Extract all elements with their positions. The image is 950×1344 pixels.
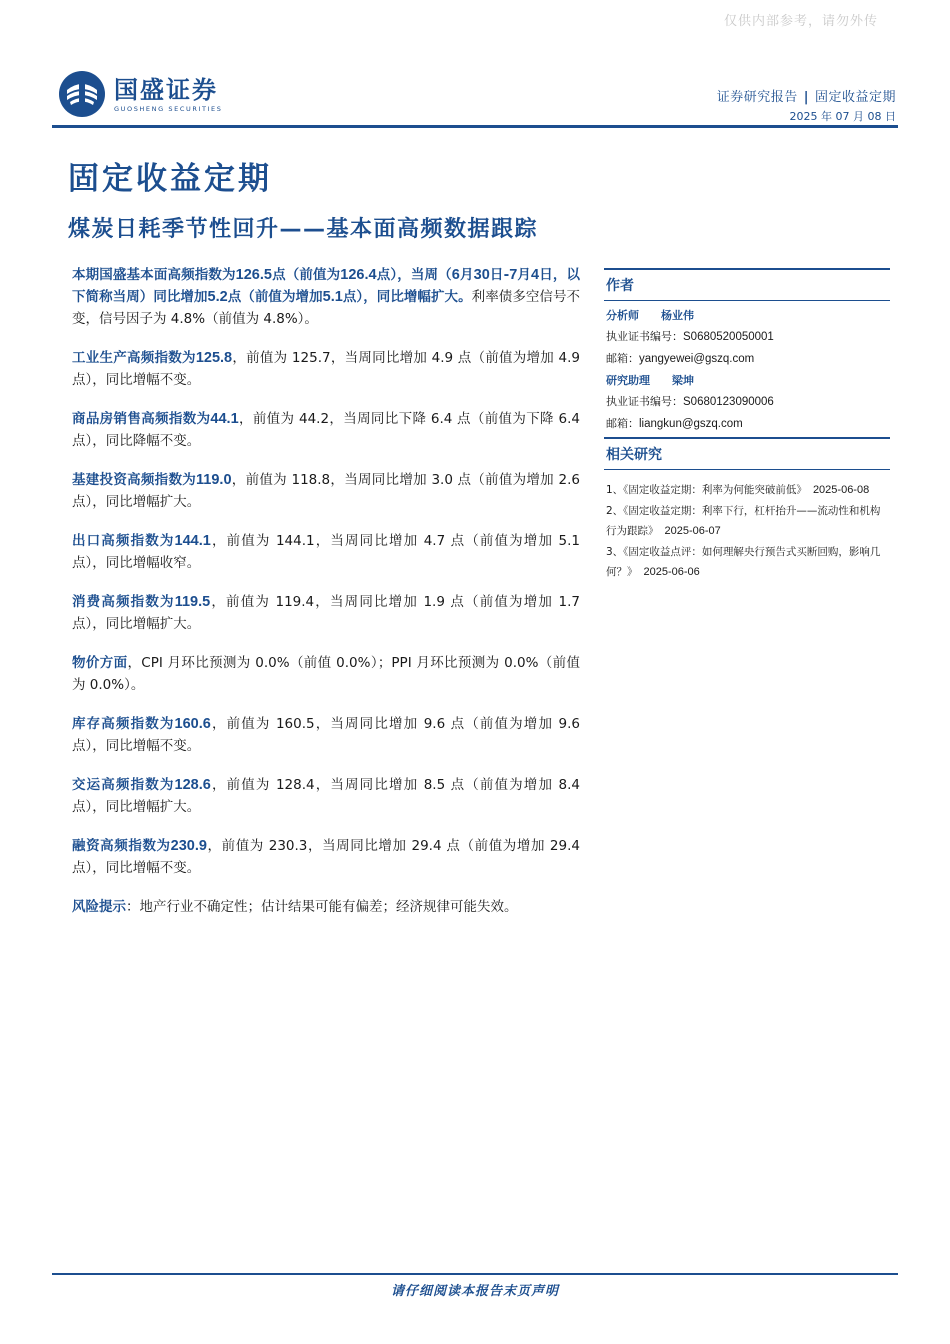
housing-paragraph: 商品房销售高频指数为44.1，前值为 44.2，当周同比下降 6.4 点（前值为下降 6.4 点），同比降幅不变。 [72, 411, 581, 449]
authors-list [604, 301, 890, 437]
infrastructure-paragraph: 基建投资高频指数为119.0，前值为 118.8，当周同比增加 3.0 点（前值为增加 2.6 点），同比增幅扩大。 [72, 472, 580, 510]
consumption-paragraph: 消费高频指数为119.5，前值为 119.4，当周同比增加 1.9 点（前值为增加 1.7 点），同比增幅扩大。 [72, 594, 580, 632]
analyst-email[interactable]: 邮箱：yangyewei@gszq.com [606, 352, 755, 365]
industrial-paragraph: 工业生产高频指数为125.8，前值为 125.7，当周同比增加 4.9 点（前值为增加 4.9 点），同比增幅不变。 [72, 350, 580, 388]
report-category: 固定收益定期 [814, 90, 896, 105]
sidebar [604, 268, 890, 583]
authors-heading: 作者 [606, 278, 634, 294]
risk-warning-paragraph: 风险提示：地产行业不确定性；估计结果可能有偏差；经济规律可能失效。 [72, 899, 518, 915]
prices-paragraph: 物价方面，CPI 月环比预测为 0.0%（前值 0.0%）；PPI 月环比预测为 0.0%（前值为 0.0%）。 [72, 655, 580, 693]
related-item[interactable]: 3、《固定收益点评：如何理解央行预告式买断回购，影响几何？》 2025-06-06 [606, 546, 881, 578]
assistant-line: 研究助理 梁坤 [606, 374, 694, 387]
report-date: 2025 年 07 月 08 日 [789, 110, 896, 123]
brand-logo [58, 70, 222, 118]
financing-paragraph: 融资高频指数为230.9，前值为 230.3，当周同比增加 29.4 点（前值为增加 29.4 点），同比增幅不变。 [72, 838, 580, 876]
footer-divider [52, 1273, 898, 1275]
report-header [717, 86, 896, 105]
header-divider [52, 125, 898, 128]
assistant-email[interactable]: 邮箱：liangkun@gszq.com [606, 417, 743, 430]
assistant-cert: 执业证书编号：S0680123090006 [606, 395, 774, 408]
watermark: 仅供内部参考，请勿外传 [723, 14, 878, 29]
inventory-paragraph: 库存高频指数为160.6，前值为 160.5，当周同比增加 9.6 点（前值为增加 9.6 点），同比增幅不变。 [72, 716, 580, 754]
related-item[interactable]: 1、《固定收益定期：利率为何能突破前低》 2025-06-08 [606, 484, 870, 496]
page-subtitle: 煤炭日耗季节性回升——基本面高频数据跟踪 [68, 217, 539, 242]
page-title: 固定收益定期 [68, 161, 272, 197]
analyst-cert: 执业证书编号：S0680520050001 [606, 330, 774, 343]
guosheng-logo-icon [58, 70, 106, 118]
transport-paragraph: 交运高频指数为128.6，前值为 128.4，当周同比增加 8.5 点（前值为增加 8.4 点），同比增幅扩大。 [72, 777, 580, 815]
summary-paragraph: 本期国盛基本面高频指数为126.5点（前值为126.4点），当周（6月30日-7月4日，以下简称当周）同比增加5.2点（前值为增加5.1点），同比增幅扩大。利率债多空信号不变，信号因子为 4.8%（前值为 4.8%）。 [72, 267, 581, 327]
related-list [604, 470, 890, 582]
report-type: 证券研究报告 [716, 90, 798, 105]
header-separator: | [803, 90, 809, 105]
brand-name-cn: 国盛证券 [114, 75, 218, 104]
brand-name-en: GUOSHENG SECURITIES [114, 104, 223, 113]
export-paragraph: 出口高频指数为144.1，前值为 144.1，当周同比增加 4.7 点（前值为增加 5.1 点），同比增幅收窄。 [72, 533, 580, 571]
summary-column [72, 264, 580, 935]
analyst-line: 分析师 杨业伟 [606, 309, 694, 322]
related-heading: 相关研究 [606, 447, 662, 463]
footer-disclaimer: 请仔细阅读本报告末页声明 [390, 1284, 559, 1299]
related-item[interactable]: 2、《固定收益定期：利率下行，杠杆抬升——流动性和机构行为跟踪》 2025-06-07 [606, 505, 881, 537]
